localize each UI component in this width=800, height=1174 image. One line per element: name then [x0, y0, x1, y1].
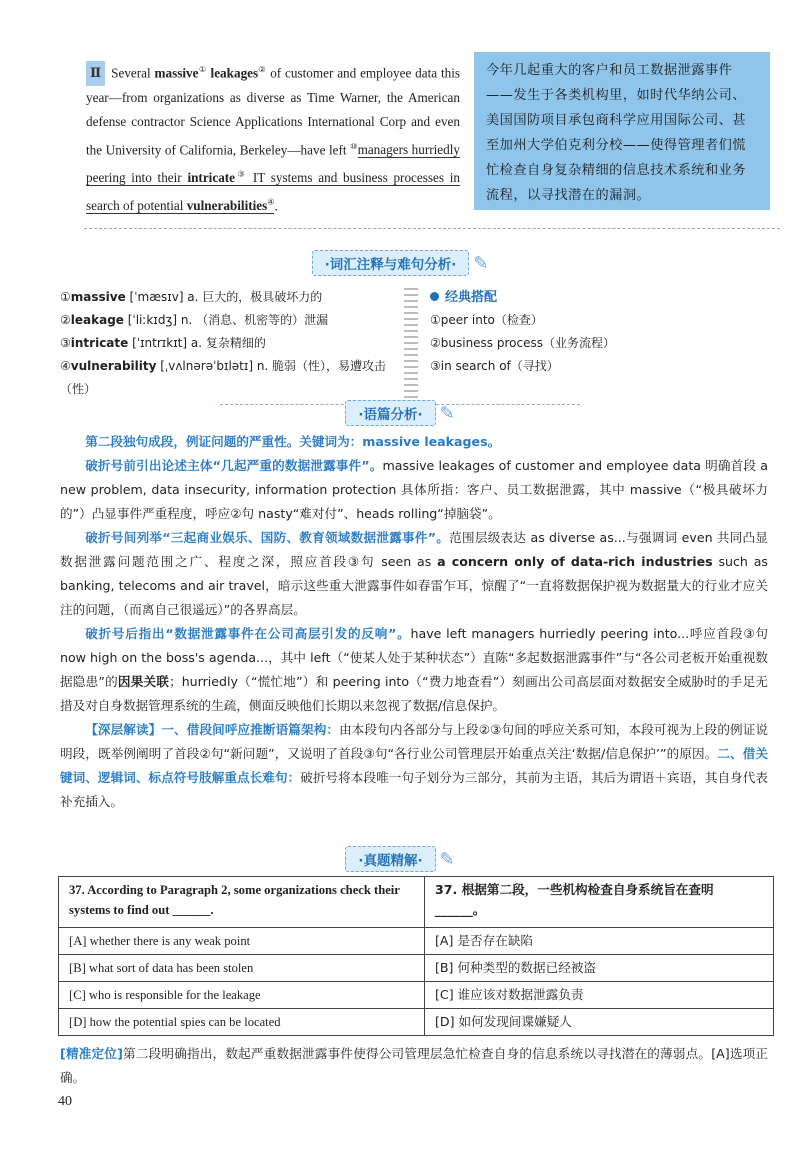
- footnote-marker: ⑩: [350, 141, 358, 151]
- analysis-paragraph: 破折号后指出“数据泄露事件在公司高层引发的反响”。have left managers hurriedly peering into...呼应首段③句 now high on the boss's agenda...，其中 left（“使某人处于某种状态”）直陈“多起数据泄露事件”与“各公司老板开始重视数据隐患”的因果关联；hurriedly（“慌忙地”）和 peering into（“费力地查看”）刻画出公司高层面对数据安全威胁时的手足无措及对自身数据管理系统的生疏，侧面反映他们长期以来忽视了数据/信息保护。: [60, 626, 768, 713]
- option-row: [59, 955, 774, 982]
- question-table: [58, 876, 774, 1036]
- vocab-item: ①massive [ˈmæsɪv] a. 巨大的，极具破坏力的: [60, 290, 323, 304]
- option-zh: [D] 如何发现间谍嫌疑人: [425, 1009, 774, 1036]
- paragraph-marker: Ⅱ: [86, 61, 105, 86]
- analysis-paragraph: 破折号前引出论述主体“几起严重的数据泄露事件”。massive leakages of customer and employee data 明确首段 a new problem, data insecurity, information protection 具体所指：客户、员工数据泄露，其中 massive（“极具破坏力的”）凸显事件严重程度，呼应②句 nasty“难对付”、heads rolling“掉脑袋”。: [60, 458, 768, 521]
- passage-text: managers hurriedly peering into their: [86, 142, 460, 186]
- option-zh: [C] 谁应该对数据泄露负责: [425, 982, 774, 1009]
- question-zh: 37. 根据第二段，一些机构检查自身系统旨在查明______。: [425, 877, 774, 928]
- section-title-text: 语篇分析: [363, 407, 418, 423]
- passage-text: of customer and employee data this year—from organizations as diverse as Time Warner, the American defense contractor Science Applications International Corp and even the University of California, Berkeley—have left: [86, 65, 460, 158]
- section-title-text: 词汇注释与难句分析: [329, 257, 452, 273]
- question-row: [59, 877, 774, 928]
- translation-box: 今年几起重大的客户和员工数据泄露事件——发生于各类机构里，如时代华纳公司、美国国防项目承包商科学应用国际公司、甚至加州大学伯克利分校——使得管理者们慌忙检查自身复杂精细的信息技术系统和业务流程，以寻找潜在的漏洞。: [474, 52, 770, 210]
- footnote-marker: ②: [258, 65, 267, 74]
- passage-text: Several: [111, 65, 155, 81]
- vocab-word: intricate: [187, 170, 236, 186]
- footnote-marker: ③: [235, 169, 248, 179]
- section-header-discourse: [0, 400, 800, 426]
- vocab-word: vulnerabilities: [186, 198, 268, 214]
- passage-text: .: [274, 198, 278, 214]
- footnote-marker: ①: [198, 65, 207, 74]
- option-row: [59, 928, 774, 955]
- option-zh: [A] 是否存在缺陷: [425, 928, 774, 955]
- spiral-divider: [404, 288, 418, 400]
- option-row: [59, 982, 774, 1009]
- vocab-word: massive: [154, 65, 199, 81]
- vocab-item: ②leakage [ˈliːkɪdʒ] n. （消息、机密等的）泄漏: [60, 313, 329, 327]
- collocation-title: 经典搭配: [430, 286, 760, 309]
- section-title: ·真题精解·: [345, 846, 435, 872]
- option-en: [B] what sort of data has been stolen: [59, 955, 425, 982]
- analysis-paragraph: 破折号间列举“三起商业娱乐、国防、教育领域数据泄露事件”。范围层级表达 as diverse as...与强调词 even 共同凸显数据泄露问题范围之广、程度之深，照应首段③句 seen as a concern only of data-rich industries such as banking, telecoms and air travel，暗示这些重大泄露事件如春雷乍耳，惊醒了“一直将数据保护视为数据量大的行业才应关注的问题，（而离自己很遥远）”的各界高层。: [60, 530, 768, 617]
- collocation-item: ②business process（业务流程）: [430, 336, 615, 350]
- vocab-item: ④vulnerability [ˌvʌlnərəˈbɪlətɪ] n. 脆弱（性），易遭攻击（性）: [60, 359, 387, 396]
- analysis-paragraph: 第二段独句成段，例证问题的严重性。关键词为：massive leakages。: [85, 434, 501, 449]
- option-row: [59, 1009, 774, 1036]
- option-zh: [B] 何种类型的数据已经被盗: [425, 955, 774, 982]
- page-number: 40: [58, 1094, 72, 1109]
- option-en: [D] how the potential spies can be located: [59, 1009, 425, 1036]
- pen-icon: ✎: [439, 849, 455, 870]
- vocab-item: ③intricate [ˈɪntrɪkɪt] a. 复杂精细的: [60, 336, 266, 350]
- vocab-list: [60, 286, 400, 401]
- section-header-vocab: [0, 250, 800, 276]
- collocation-item: ①peer into（检查）: [430, 313, 543, 327]
- option-en: [C] who is responsible for the leakage: [59, 982, 425, 1009]
- section-title: ·词汇注释与难句分析·: [312, 250, 470, 276]
- question-en: 37. According to Paragraph 2, some organizations check their systems to find out ______.: [59, 877, 425, 928]
- footnote-marker: ④: [267, 197, 275, 207]
- section-title-text: 真题精解: [363, 853, 418, 869]
- collocation-item: ③in search of（寻找）: [430, 359, 559, 373]
- bullet-icon: [430, 292, 439, 301]
- pen-icon: ✎: [439, 403, 455, 424]
- option-en: [A] whether there is any weak point: [59, 928, 425, 955]
- section-header-exam: [0, 846, 800, 872]
- pen-icon: ✎: [473, 253, 489, 274]
- passage-text: IT systems and business processes in search of potential: [86, 170, 460, 214]
- answer-text: 第二段明确指出，数起严重数据泄露事件使得公司管理层急忙检查自身的信息系统以寻找潜在的薄弱点。[A]选项正确。: [60, 1046, 768, 1085]
- collocation-list: [430, 286, 760, 378]
- section-title: ·语篇分析·: [345, 400, 435, 426]
- divider: [84, 228, 780, 229]
- vocab-word: leakages: [210, 65, 259, 81]
- passage-paragraph: [86, 58, 460, 219]
- analysis-paragraph: 【深层解读】一、借段间呼应推断语篇架构：由本段句内各部分与上段②③句间的呼应关系可知，本段可视为上段的例证说明段，既举例阐明了首段②句“新问题”，又说明了首段③句“各行业公司管理层开始重点关注‘数据/信息保护’”的原因。二、借关键词、逻辑词、标点符号肢解重点长难句：破折号将本段唯一句子划分为三部分，其前为主语，其后为谓语＋宾语，其自身代表补充插入。: [60, 722, 769, 809]
- analysis-text: [60, 430, 768, 814]
- answer-explanation: [60, 1042, 768, 1090]
- answer-label: [精准定位]: [60, 1046, 123, 1061]
